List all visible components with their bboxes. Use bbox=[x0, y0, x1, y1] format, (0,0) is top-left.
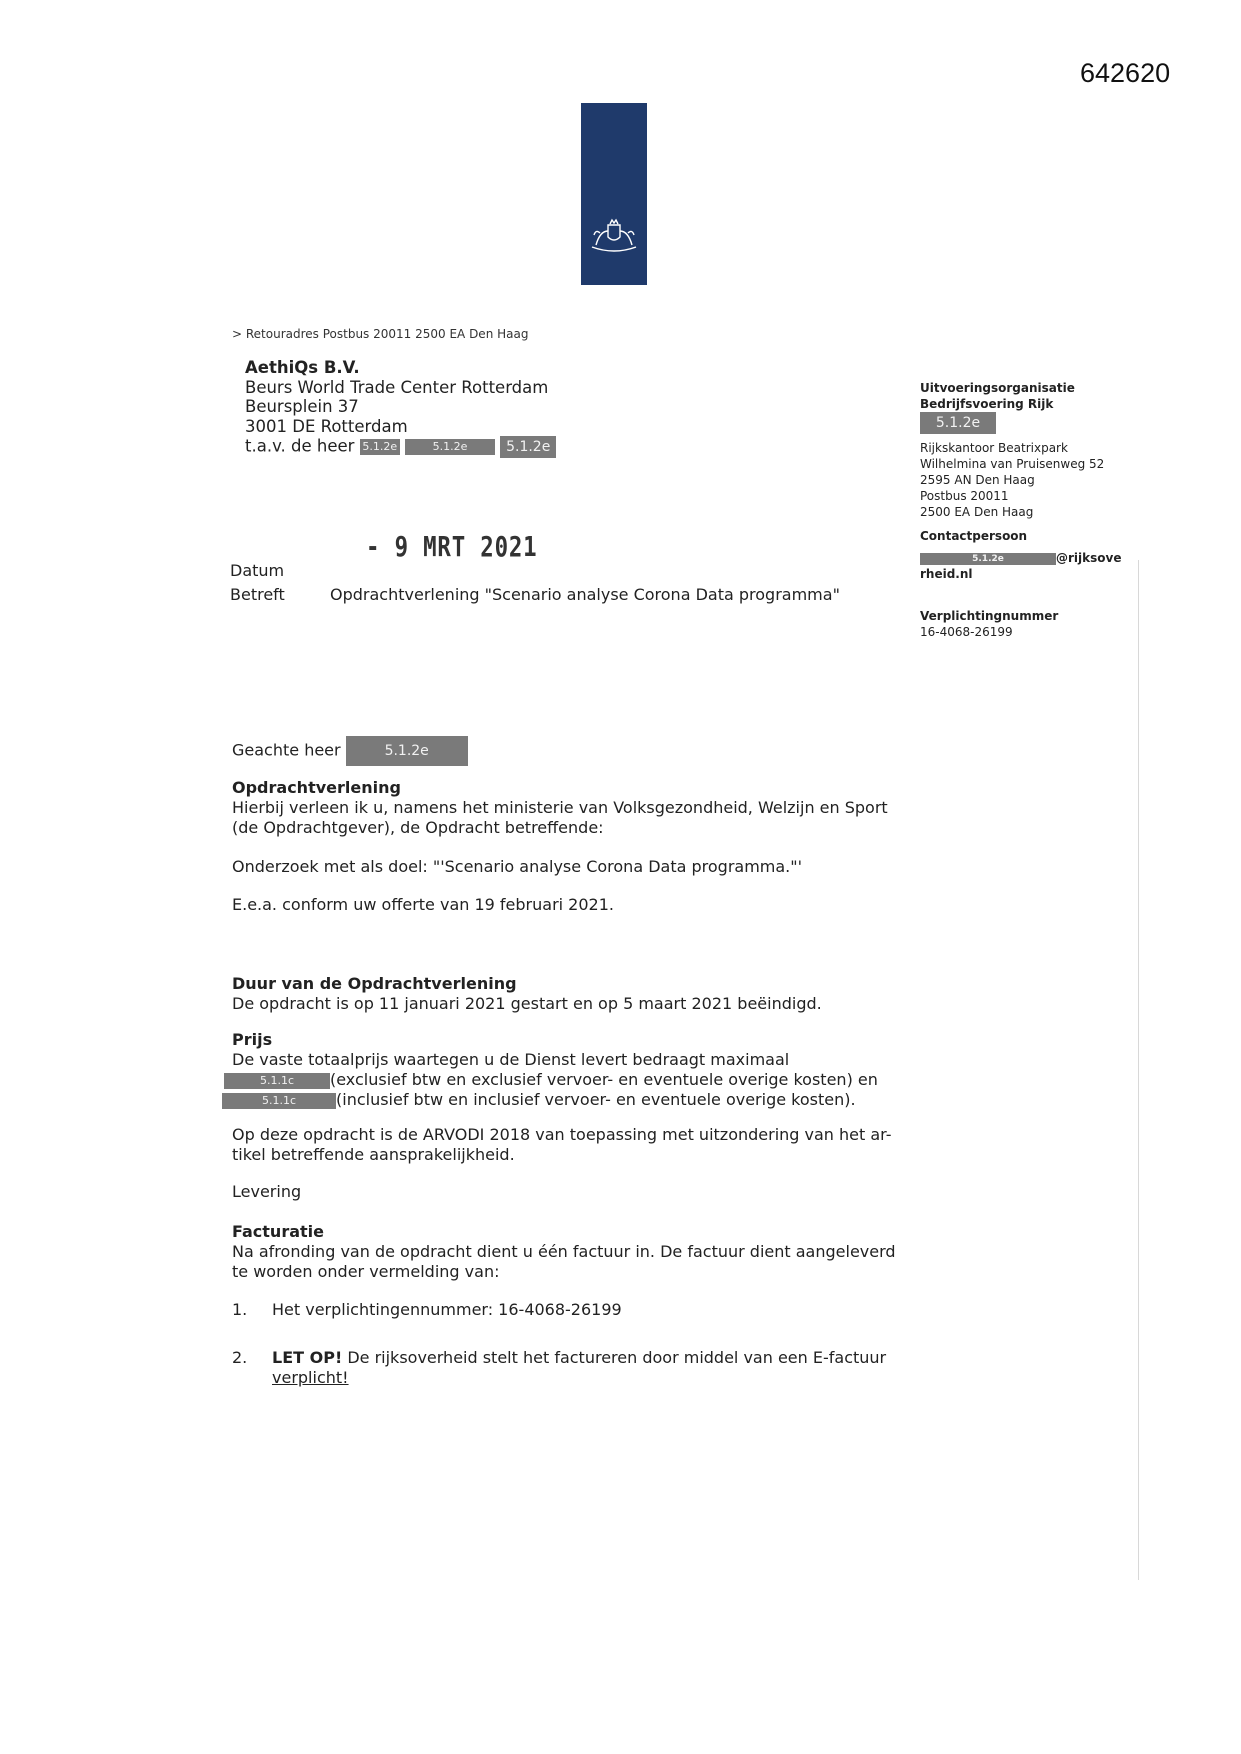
list-item bbox=[232, 1300, 912, 1320]
salutation-line bbox=[232, 736, 912, 766]
sidebar-address-line: 2595 AN Den Haag bbox=[920, 473, 1035, 487]
list-item-text: De rijksoverheid stelt het factureren door middel van een E-factuur bbox=[347, 1348, 887, 1367]
recipient-address bbox=[245, 358, 556, 458]
sidebar-address bbox=[920, 440, 1104, 520]
redaction-box: 5.1.2e bbox=[920, 412, 996, 434]
recipient-name: AethiQs B.V. bbox=[245, 358, 360, 377]
duur-text: De opdracht is op 11 januari 2021 gestart en op 5 maart 2021 beëindigd. bbox=[232, 994, 822, 1013]
contact-email-end: rheid.nl bbox=[920, 567, 973, 581]
prijs-heading: Prijs bbox=[232, 1030, 273, 1049]
recipient-attn: t.a.v. de heer bbox=[245, 436, 355, 456]
return-address: > Retouradres Postbus 20011 2500 EA Den Haag bbox=[232, 327, 529, 341]
sidebar-address-line: 2500 EA Den Haag bbox=[920, 505, 1034, 519]
prijs-incl: (inclusief btw en inclusief vervoer- en eventuele overige kosten). bbox=[336, 1090, 856, 1109]
redaction-box: 5.1.2e bbox=[405, 439, 495, 455]
government-logo bbox=[581, 103, 647, 285]
list-item-bold: LET OP! bbox=[272, 1348, 343, 1367]
date-stamp: - 9 MRT 2021 bbox=[366, 530, 538, 563]
facturatie-heading: Facturatie bbox=[232, 1222, 324, 1241]
redaction-box: 5.1.2e bbox=[346, 736, 468, 766]
duur-heading: Duur van de Opdrachtverlening bbox=[232, 974, 517, 993]
margin-line bbox=[1138, 560, 1139, 1580]
list-item-underline: verplicht! bbox=[272, 1368, 349, 1387]
list-item-number: 2. bbox=[232, 1348, 248, 1367]
list-item-text: Het verplichtingennummer: 16-4068-26199 bbox=[272, 1300, 622, 1319]
levering-heading: Levering bbox=[232, 1182, 302, 1201]
sidebar-address-line: Rijkskantoor Beatrixpark bbox=[920, 441, 1068, 455]
arvodi-text: Op deze opdracht is de ARVODI 2018 van toepassing met uitzondering van het ar-tikel betreffende aansprakelijkheid. bbox=[232, 1125, 892, 1164]
onderzoek-text: Onderzoek met als doel: "'Scenario analyse Corona Data programma."' bbox=[232, 857, 803, 876]
commitment-label: Verplichtingnummer bbox=[920, 609, 1059, 623]
sidebar-contact bbox=[920, 528, 1121, 582]
salutation: Geachte heer bbox=[232, 740, 341, 760]
recipient-line1: Beurs World Trade Center Rotterdam bbox=[245, 377, 549, 397]
prijs-excl: (exclusief btw en exclusief vervoer- en eventuele overige kosten) en bbox=[330, 1070, 878, 1089]
redaction-box: 5.1.2e bbox=[920, 553, 1056, 565]
sidebar-org-line1: Uitvoeringsorganisatie bbox=[920, 381, 1075, 395]
sidebar-org bbox=[920, 380, 1075, 434]
facturatie-text: Na afronding van de opdracht dient u één factuur in. De factuur dient aangeleverd te worden onder vermelding van: bbox=[232, 1242, 896, 1281]
opdracht-text: Hierbij verleen ik u, namens het ministerie van Volksgezondheid, Welzijn en Sport (de Opdrachtgever), de Opdracht betreffende: bbox=[232, 798, 888, 837]
contact-label: Contactpersoon bbox=[920, 529, 1028, 543]
commitment-number: 16-4068-26199 bbox=[920, 625, 1013, 639]
datum-label: Datum bbox=[230, 561, 285, 580]
redaction-box: 5.1.1c bbox=[224, 1073, 330, 1089]
coat-of-arms-icon bbox=[586, 215, 642, 255]
recipient-line3: 3001 DE Rotterdam bbox=[245, 416, 408, 436]
betreft-value: Opdrachtverlening "Scenario analyse Corona Data programma" bbox=[330, 585, 840, 604]
redaction-box: 5.1.2e bbox=[500, 436, 556, 458]
recipient-attn-line bbox=[245, 436, 556, 458]
sidebar-org-line2: Bedrijfsvoering Rijk bbox=[920, 397, 1054, 411]
opdracht-heading: Opdrachtverlening bbox=[232, 778, 401, 797]
contact-email-suffix: @rijksove bbox=[1056, 551, 1122, 565]
recipient-line2: Beursplein 37 bbox=[245, 397, 359, 416]
conform-text: E.e.a. conform uw offerte van 19 februari 2021. bbox=[232, 895, 614, 914]
sidebar-commitment bbox=[920, 608, 1058, 640]
sidebar-address-line: Wilhelmina van Pruisenweg 52 bbox=[920, 457, 1105, 471]
section-opdracht bbox=[232, 778, 912, 838]
redaction-box: 5.1.2e bbox=[360, 439, 400, 455]
sidebar-address-line: Postbus 20011 bbox=[920, 489, 1009, 503]
betreft-label: Betreft bbox=[230, 585, 285, 604]
prijs-text: De vaste totaalprijs waartegen u de Dienst levert bedraagt maximaal bbox=[232, 1050, 790, 1069]
redaction-box: 5.1.1c bbox=[222, 1093, 336, 1109]
section-prijs bbox=[232, 1030, 912, 1110]
document-number: 642620 bbox=[1080, 58, 1171, 88]
list-item-number: 1. bbox=[232, 1300, 248, 1319]
list-item bbox=[232, 1348, 912, 1388]
section-duur bbox=[232, 974, 912, 1014]
section-facturatie bbox=[232, 1222, 912, 1282]
